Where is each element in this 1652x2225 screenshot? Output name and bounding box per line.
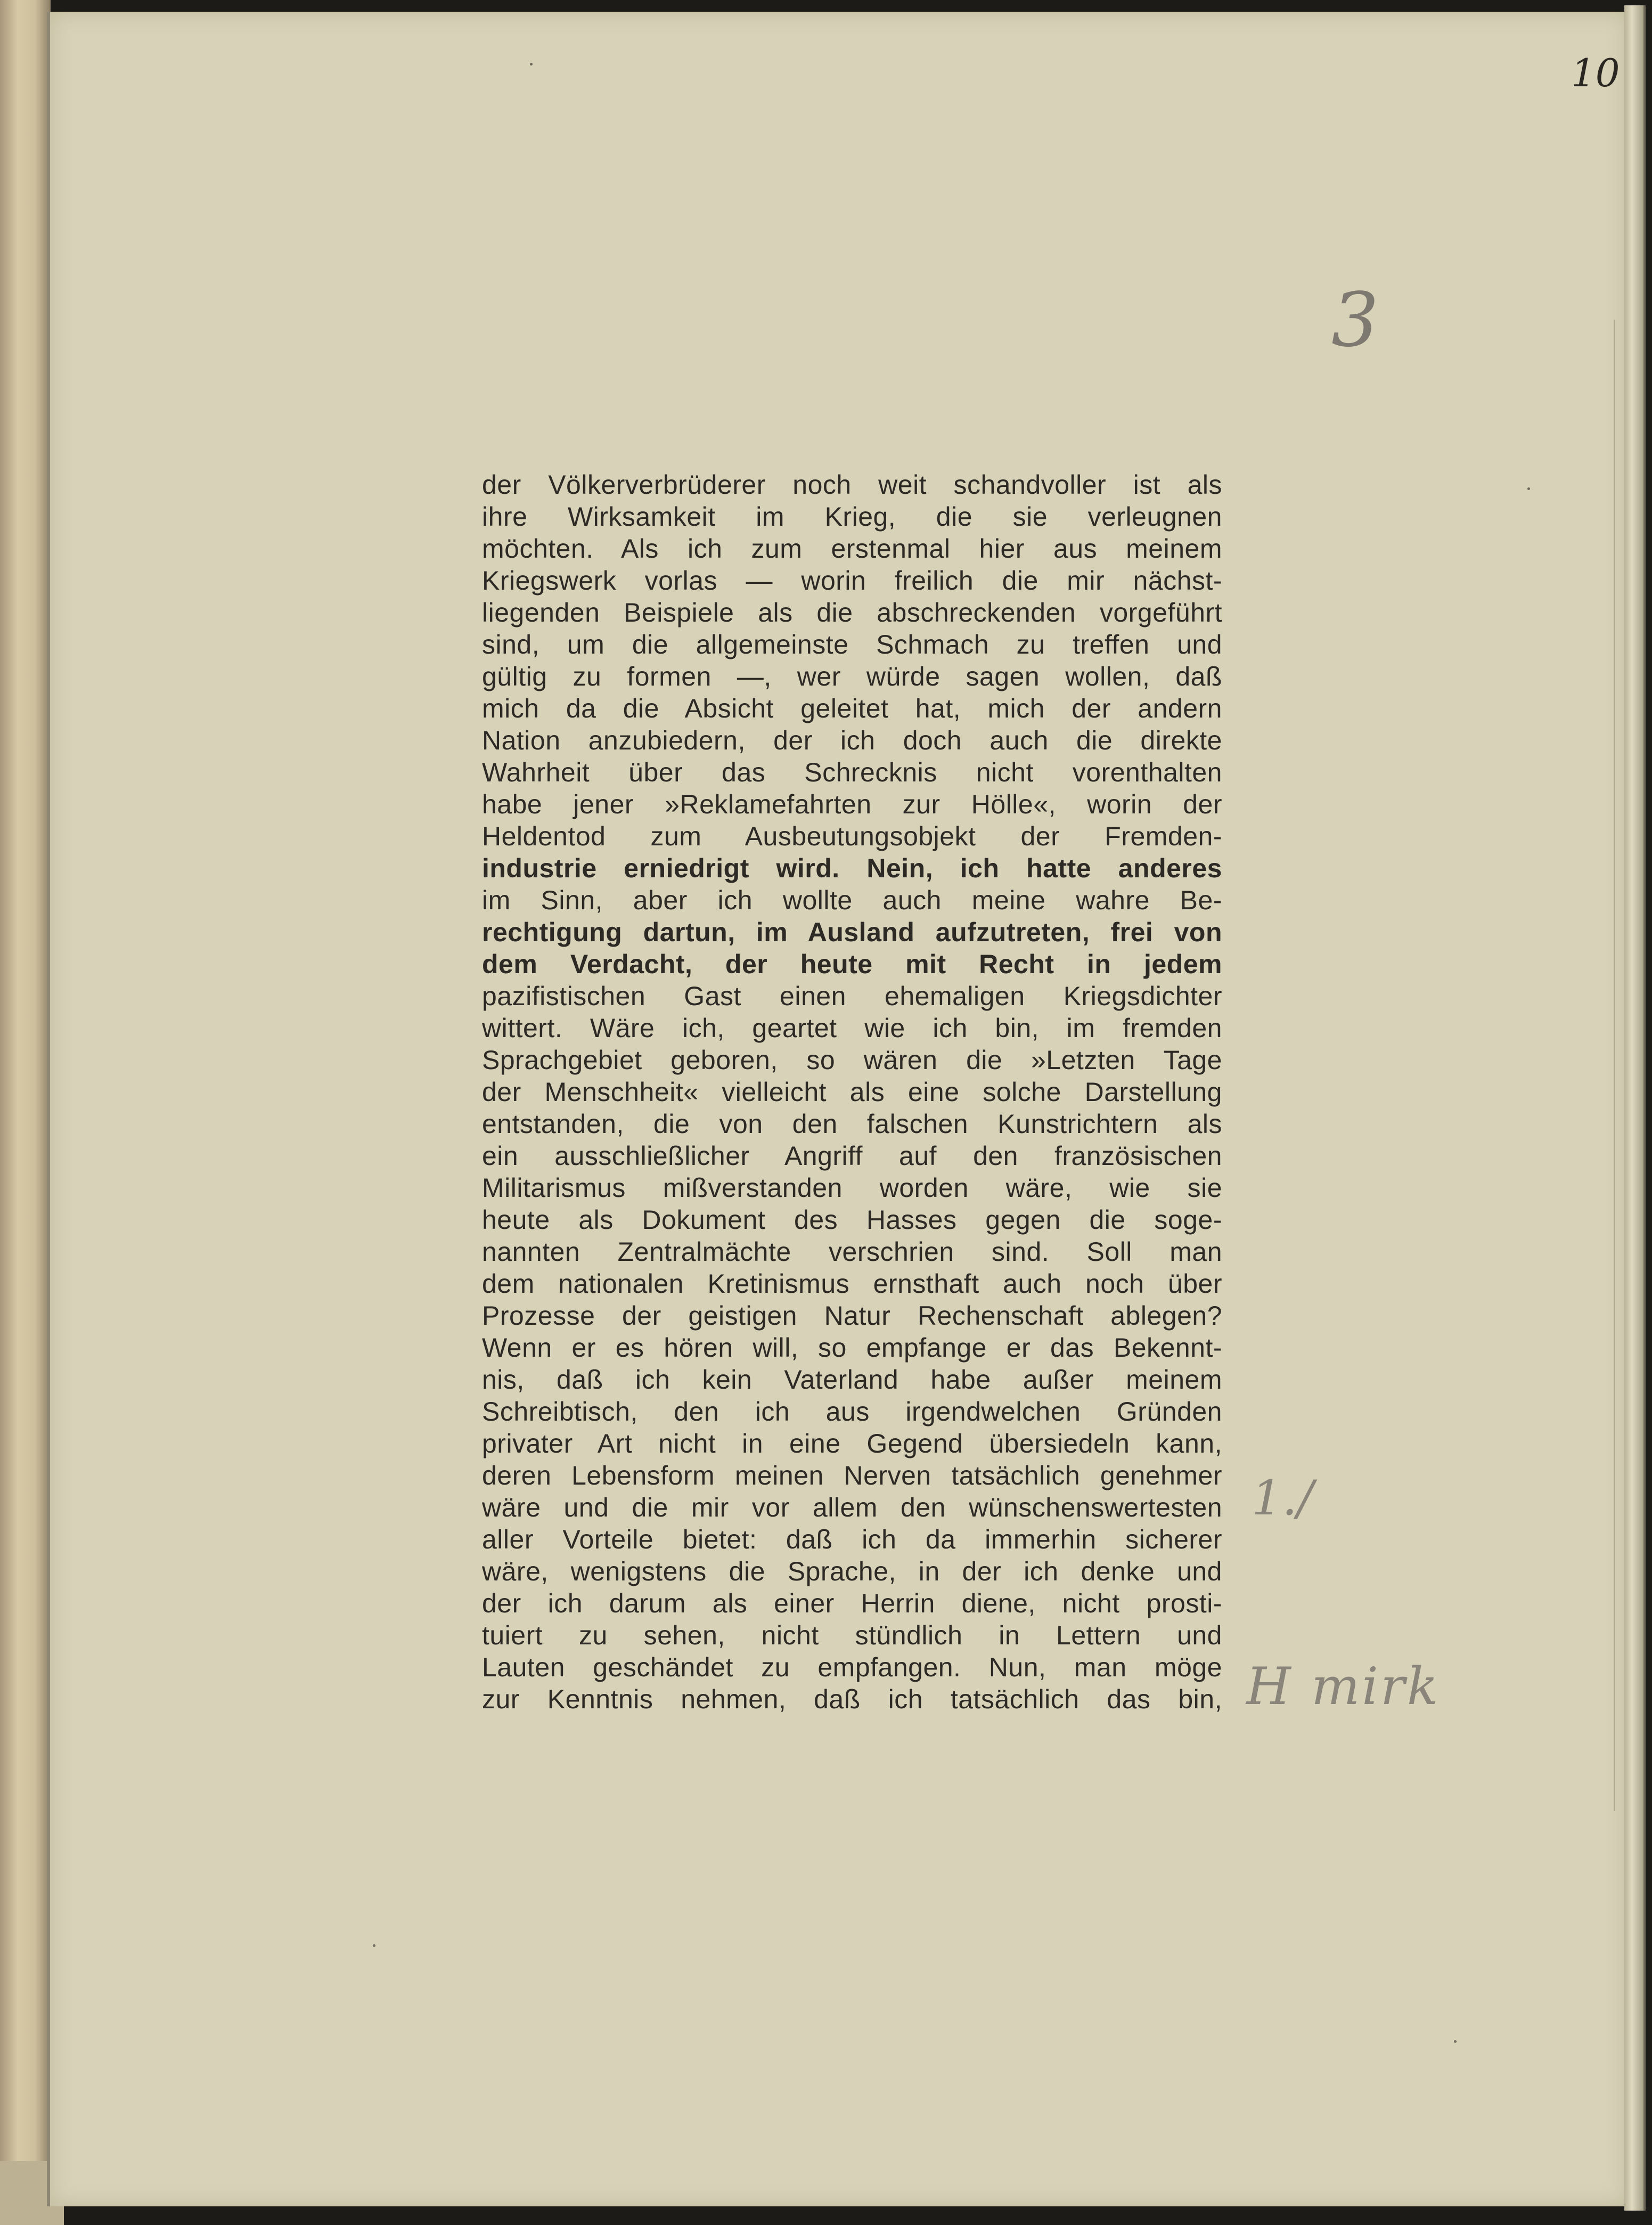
text-line: Lauten geschändet zu empfangen. Nun, man möge [482, 1652, 1222, 1682]
pencil-note-bottom: H mirk [1246, 1657, 1441, 1716]
text-line: Prozesse der geistigen Natur Rechenschaft ablegen? [482, 1301, 1222, 1331]
text-line: nis, daß ich kein Vaterland habe außer meinem [482, 1365, 1222, 1395]
text-line: zur Kenntnis nehmen, daß ich tatsächlich das bin, [482, 1684, 1222, 1714]
text-line: ein ausschließlicher Angriff auf den französischen [482, 1141, 1222, 1171]
text-line: rechtigung dartun, im Ausland aufzutreten, frei von [482, 917, 1222, 947]
text-line: heute als Dokument des Hasses gegen die soge- [482, 1205, 1222, 1235]
paper-speck [1527, 487, 1530, 490]
text-line: der ich darum als einer Herrin diene, nicht prosti- [482, 1588, 1222, 1618]
text-line: wäre und die mir vor allem den wünschenswertesten [482, 1493, 1222, 1522]
text-line: Wenn er es hören will, so empfange er das Bekennt- [482, 1333, 1222, 1363]
text-line: deren Lebensform meinen Nerven tatsächlich genehmer [482, 1461, 1222, 1490]
text-line: Kriegswerk vorlas — worin freilich die mir nächst- [482, 566, 1222, 596]
text-line: sind, um die allgemeinste Schmach zu treffen und [482, 630, 1222, 659]
text-line: privater Art nicht in eine Gegend übersiedeln kann, [482, 1429, 1222, 1458]
pencil-note-middle: 1./ [1252, 1470, 1314, 1526]
text-line: nannten Zentralmächte verschrien sind. Soll man [482, 1237, 1222, 1267]
text-line: industrie erniedrigt wird. Nein, ich hatte anderes [482, 853, 1222, 883]
text-line: ihre Wirksamkeit im Krieg, die sie verleugnen [482, 502, 1222, 532]
pencil-note-top: 3 [1331, 277, 1379, 364]
body-text [482, 469, 1222, 1715]
text-line: Sprachgebiet geboren, so wären die »Letzten Tage [482, 1045, 1222, 1075]
text-line: im Sinn, aber ich wollte auch meine wahre Be- [482, 885, 1222, 915]
text-line: pazifistischen Gast einen ehemaligen Kriegsdichter [482, 981, 1222, 1011]
text-line: gültig zu formen —, wer würde sagen wollen, daß [482, 662, 1222, 691]
text-line: habe jener »Reklamefahrten zur Hölle«, worin der [482, 789, 1222, 819]
text-line: der Menschheit« vielleicht als eine solche Darstellung [482, 1077, 1222, 1107]
text-line: Heldentod zum Ausbeutungsobjekt der Fremden- [482, 821, 1222, 851]
left-page-edge [0, 0, 51, 2225]
text-line: Nation anzubiedern, der ich doch auch die direkte [482, 726, 1222, 755]
text-line: dem Verdacht, der heute mit Recht in jedem [482, 949, 1222, 979]
text-line: Schreibtisch, den ich aus irgendwelchen Gründen [482, 1397, 1222, 1427]
text-line: der Völkerverbrüderer noch weit schandvoller ist als [482, 470, 1222, 500]
page-stack-line [1614, 320, 1615, 1811]
text-line: wäre, wenigstens die Sprache, in der ich denke und [482, 1556, 1222, 1586]
text-line: liegenden Beispiele als die abschreckenden vorgeführt [482, 598, 1222, 627]
text-line: entstanden, die von den falschen Kunstrichtern als [482, 1109, 1222, 1139]
text-line: dem nationalen Kretinismus ernsthaft auch noch über [482, 1269, 1222, 1299]
paper-speck [530, 63, 533, 66]
paper-speck [1454, 2040, 1457, 2043]
paper-speck [373, 1944, 375, 1947]
text-line: Wahrheit über das Schrecknis nicht vorenthalten [482, 757, 1222, 787]
folio-number: 10 [1571, 51, 1620, 95]
text-line: tuiert zu sehen, nicht stündlich in Lettern und [482, 1620, 1222, 1650]
page-stack-edge [1624, 5, 1646, 2211]
text-line: möchten. Als ich zum erstenmal hier aus meinem [482, 534, 1222, 564]
text-line: wittert. Wäre ich, geartet wie ich bin, im fremden [482, 1013, 1222, 1043]
text-line: mich da die Absicht geleitet hat, mich der andern [482, 694, 1222, 723]
text-line: Militarismus mißverstanden worden wäre, wie sie [482, 1173, 1222, 1203]
text-line: aller Vorteile bietet: daß ich da immerhin sicherer [482, 1525, 1222, 1554]
